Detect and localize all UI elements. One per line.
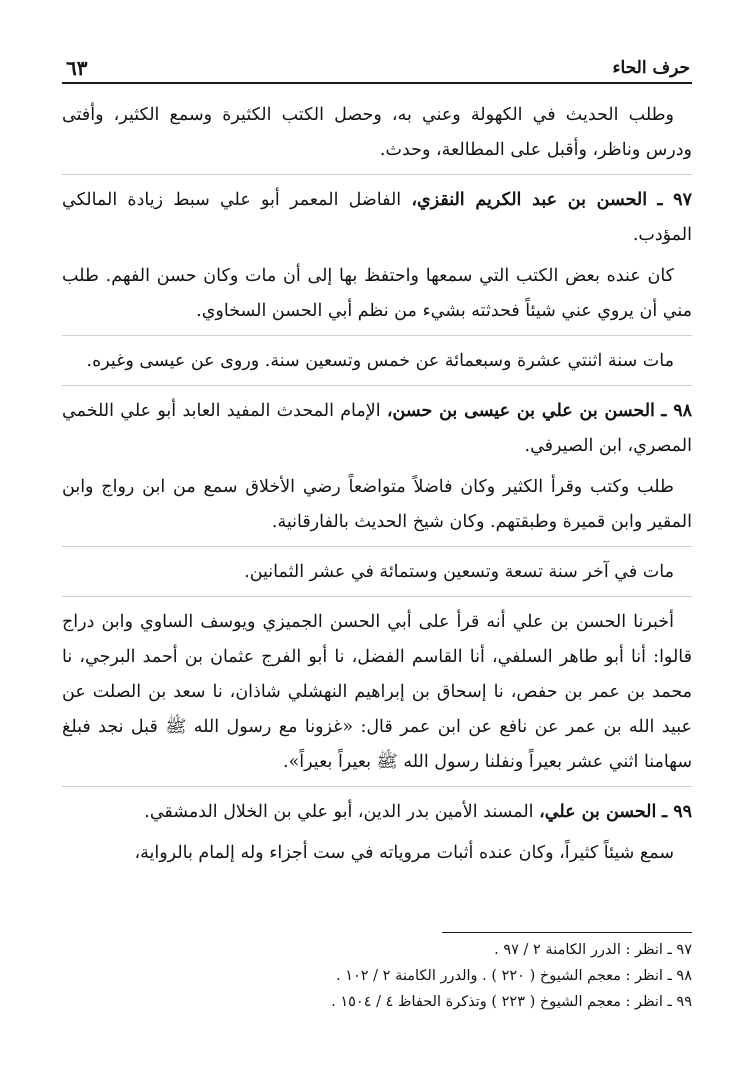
footnote-divider [442,932,692,933]
book-page [62,52,692,1062]
running-head: حرف الحاء [612,58,690,78]
paragraph-text: أخبرنا الحسن بن علي أنه قرأ على أبي الحسن الجميزي ويوسف الساوي وابن دراج قالوا: أنا أبو طاهر السلفي، أنا القاسم الفضل، نا أبو الفرج عثمان بن أحمد البرجي، نا محمد بن عمر بن حفص، نا إسحاق بن إبراهيم النهشلي شاذان، نا سعد بن الصلت عن عبيد الله بن عمر عن نافع عن ابن عمر قال: «غزونا مع رسول الله ﷺ قبل نجد فبلغ سهامنا اثني عشر بعيراً ونفلنا رسول الله ﷺ بعيراً بعيراً». [62,612,692,772]
paragraph [62,259,692,336]
page-header [62,52,692,84]
entry-heading [62,183,692,259]
entry-heading [62,795,692,836]
paragraph-text: طلب وكتب وقرأ الكثير وكان فاضلاً متواضعاً رضي الأخلاق سمع من ابن رواج وابن المقير وابن قميرة وطبقتهم. وكان شيخ الحديث بالفارقانية. [62,477,692,532]
paragraph [62,605,692,787]
footnote: ٩٩ ـ انظر : معجم الشيوخ ( ٢٢٣ ) وتذكرة الحفاظ ٤ / ١٥٠٤ . [331,994,692,1010]
entry-description: الإمام المحدث المفيد العابد أبو علي اللخمي المصري، ابن الصيرفي. [62,401,692,456]
entry-name: الحسن بن علي بن عيسى بن حسن، [386,401,655,421]
entry-number: ٩٩ ـ [661,802,692,822]
entry-heading [62,394,692,470]
paragraph-text: سمع شيئاً كثيراً، وكان عنده أثبات مروياته في ست أجزاء وله إلمام بالرواية، [134,843,674,863]
entry-description: المسند الأمين بدر الدين، أبو علي بن الخلال الدمشقي. [144,802,540,822]
footnote: ٩٧ ـ انظر : الدرر الكامنة ٢ / ٩٧ . [494,942,692,958]
paragraph [62,555,692,597]
paragraph [62,470,692,547]
footnote: ٩٨ ـ انظر : معجم الشيوخ ( ٢٢٠ ) . والدرر الكامنة ٢ / ١٠٢ . [335,968,692,984]
entry-number: ٩٨ ـ [661,401,692,421]
paragraph-text: كان عنده بعض الكتب التي سمعها واحتفظ بها إلى أن مات وكان حسن الفهم. طلب مني أن يروي عني شيئاً فحدثته بشيء من نظم أبي الحسن السخاوي. [62,266,692,321]
paragraph [62,344,692,386]
paragraph [62,98,692,175]
entry-name: الحسن بن عبد الكريم النقزي، [411,190,648,210]
page-number: ٦٣ [66,56,88,80]
paragraph-text: وطلب الحديث في الكهولة وعني به، وحصل الكتب الكثيرة وسمع الكثير، وأفتى ودرس وناظر، وأقبل على المطالعة، وحدث. [62,105,692,160]
paragraph-text: مات سنة اثنتي عشرة وسبعمائة عن خمس وتسعين سنة. وروى عن عيسى وغيره. [86,351,674,371]
body-text [62,98,692,877]
paragraph-text: مات في آخر سنة تسعة وتسعين وستمائة في عشر الثمانين. [244,562,674,582]
entry-number: ٩٧ ـ [657,190,692,210]
paragraph [62,836,692,877]
entry-name: الحسن بن علي، [539,802,657,822]
entry-description: الفاضل المعمر أبو علي سبط زيادة المالكي المؤدب. [62,190,692,245]
footnotes [62,932,692,1015]
